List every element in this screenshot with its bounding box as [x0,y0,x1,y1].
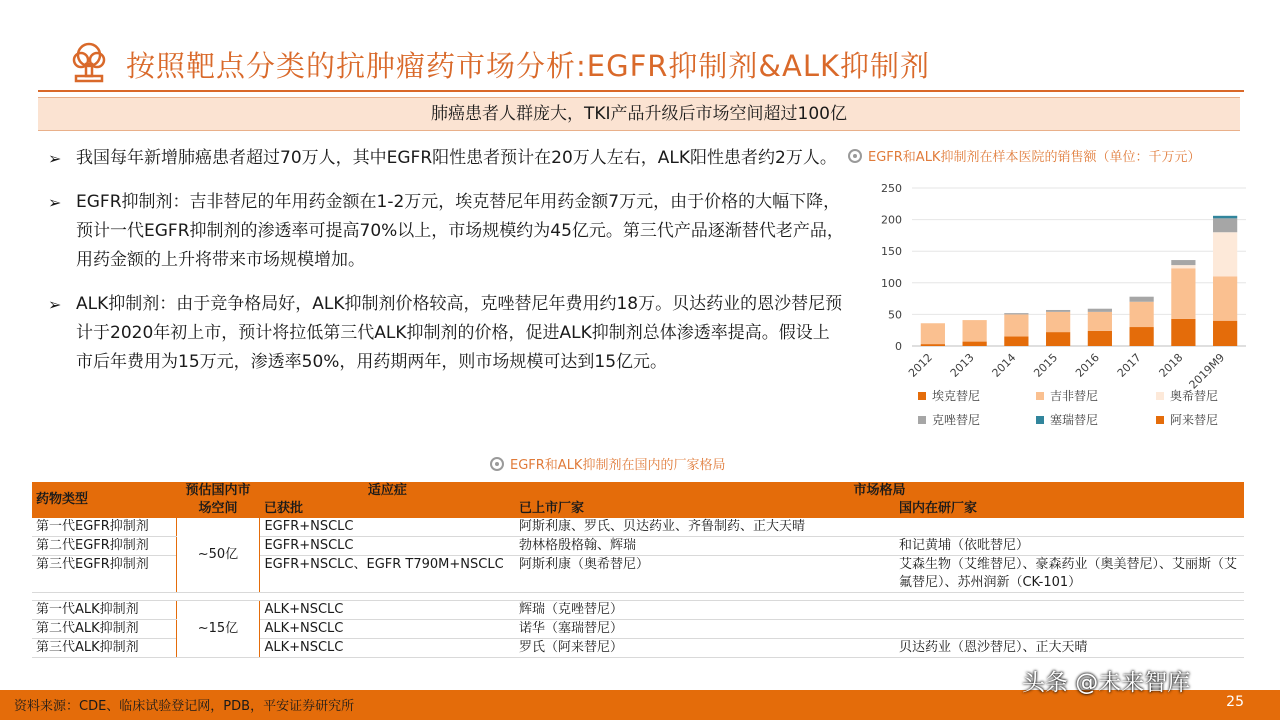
page-number: 25 [1226,694,1244,710]
market-landscape-table [32,482,1244,658]
x-tick-label: 2013 [947,350,977,380]
bar-segment [921,344,945,346]
chart-title-text: EGFR和ALK抑制剂在样本医院的销售额（单位：千万元） [868,150,1201,165]
cell-indication: EGFR+NSCLC、EGFR T790M+NSCLC [260,556,515,593]
table-row [32,518,1244,537]
bar-segment [1213,276,1237,320]
tree-logo-icon [66,40,112,86]
cell-listed: 阿斯利康（奥希替尼） [515,556,895,593]
spacer-cell [32,593,1244,601]
legend-swatch [1156,416,1164,424]
y-tick-label: 250 [881,182,902,195]
bar-segment [1004,314,1028,336]
header-indication: 适应症 [260,482,515,500]
arrow-bullet-icon: ➢ [48,149,62,168]
legend-swatch [918,416,926,424]
bullet-text: EGFR抑制剂：吉非替尼的年用药金额在1-2万元，埃克替尼年用药金额7万元，由于价格的大幅下降，预计一代EGFR抑制剂的渗透率可提高70%以上，市场规模约为45亿元。第三代产品逐渐替代老产品，用药金额的上升将带来市场规模增加。 [76,192,844,270]
cell-drug: 第二代ALK抑制剂 [32,620,176,639]
cell-in-dev [895,620,1244,639]
table-spacer-row [32,593,1244,601]
bar-segment [1004,337,1028,346]
cell-indication: EGFR+NSCLC [260,518,515,537]
table-title-text: EGFR和ALK抑制剂在国内的厂家格局 [510,458,726,473]
slide-header [0,36,1280,94]
table-title [490,454,725,473]
cell-indication: ALK+NSCLC [260,601,515,620]
table-row [32,601,1244,620]
bar-segment [1088,309,1112,312]
cell-listed: 诺华（塞瑞替尼） [515,620,895,639]
x-tick-label: 2017 [1114,350,1144,380]
bullet-text: ALK抑制剂：由于竞争格局好，ALK抑制剂价格较高，克唑替尼年费用约18万。贝达药业的恩沙替尼预计于2020年初上市，预计将拉低第三代ALK抑制剂的价格，促进ALK抑制剂总体渗透率提高。假设上市后年费用为15万元，渗透率50%，用药期两年，则市场规模可达到15亿元。 [76,294,843,372]
bar-segment [1171,265,1195,268]
header-market-size: 预估国内市场空间 [176,482,260,518]
cell-listed: 辉瑞（克唑替尼） [515,601,895,620]
page-title: 按照靶点分类的抗肿瘤药市场分析:EGFR抑制剂&ALK抑制剂 [126,49,931,83]
bullet-item [46,188,846,275]
y-tick-label: 150 [881,245,902,259]
bar-segment [1213,232,1237,276]
cell-listed: 勃林格殷格翰、辉瑞 [515,537,895,556]
header-drug-type: 药物类型 [32,482,176,518]
bullet-item [46,290,846,377]
cell-indication: ALK+NSCLC [260,620,515,639]
cell-drug: 第三代ALK抑制剂 [32,639,176,658]
bar-segment [1171,268,1195,319]
source-note: 资料来源：CDE、临床试验登记网，PDB，平安证券研究所 [14,699,355,714]
bullet-item [46,144,846,173]
cell-drug: 第一代EGFR抑制剂 [32,518,176,537]
cell-indication: EGFR+NSCLC [260,537,515,556]
bar-segment [1046,312,1070,332]
legend-label: 奥希替尼 [1170,389,1219,403]
bar-segment [1004,313,1028,314]
bar-segment [921,323,945,344]
bar-segment [1130,297,1154,302]
cell-market-size-egfr: ~50亿 [176,518,260,593]
cell-in-dev [895,518,1244,537]
table-header-row [32,482,1244,500]
cell-drug: 第一代ALK抑制剂 [32,601,176,620]
header-approved: 已获批 [260,500,515,518]
x-tick-label: 2015 [1031,350,1061,380]
bar-segment [1130,327,1154,346]
bar-segment [963,342,987,346]
bar-segment [1171,260,1195,265]
cell-indication: ALK+NSCLC [260,639,515,658]
legend-label: 塞瑞替尼 [1050,413,1099,427]
bullet-text: 我国每年新增肺癌患者超过70万人，其中EGFR阳性患者预计在20万人左右，ALK阳性患者约2万人。 [76,148,837,168]
cell-in-dev: 艾森生物（艾维替尼）、豪森药业（奥美替尼）、艾丽斯（艾氟替尼）、苏州润新（CK-101） [895,556,1244,593]
x-tick-label: 2016 [1073,350,1102,380]
legend-swatch [1036,416,1044,424]
legend-label: 克唑替尼 [932,413,981,427]
watermark: 头条 @未来智库 [1022,670,1191,696]
y-tick-label: 100 [881,276,902,290]
y-tick-label: 0 [895,340,902,353]
bar-segment [1046,332,1070,346]
header-in-dev: 国内在研厂家 [895,500,1244,518]
legend-label: 埃克替尼 [932,389,981,403]
cell-market-size-alk: ~15亿 [176,601,260,658]
cell-drug: 第三代EGFR抑制剂 [32,556,176,593]
legend-swatch [918,392,926,400]
title-divider [38,90,1244,92]
target-icon [490,457,504,471]
cell-in-dev: 贝达药业（恩沙替尼）、正大天晴 [895,639,1244,658]
bar-segment [1171,319,1195,346]
x-tick-label: 2019M9 [1186,350,1228,392]
bullet-list [46,144,846,392]
cell-drug: 第二代EGFR抑制剂 [32,537,176,556]
bar-segment [1213,218,1237,232]
cell-in-dev [895,601,1244,620]
arrow-bullet-icon: ➢ [48,295,62,314]
bar-segment [1088,331,1112,346]
legend-label: 阿来替尼 [1170,413,1219,427]
bar-segment [1046,310,1070,312]
bar-segment [1213,216,1237,219]
legend-swatch [1156,392,1164,400]
header-listed: 已上市厂家 [515,500,895,518]
cell-in-dev: 和记黄埔（依吡替尼） [895,537,1244,556]
cell-listed: 罗氏（阿来替尼） [515,639,895,658]
bar-segment [963,320,987,341]
bar-segment [1213,321,1237,346]
legend-swatch [1036,392,1044,400]
x-tick-label: 2014 [989,350,1019,380]
target-icon [848,149,862,163]
cell-listed: 阿斯利康、罗氏、贝达药业、齐鲁制药、正大天晴 [515,518,895,537]
chart-title [848,146,1200,165]
x-tick-label: 2018 [1156,350,1186,380]
bar-segment [1088,312,1112,331]
x-tick-label: 2012 [906,350,935,380]
y-tick-label: 50 [888,308,902,322]
sales-stacked-bar-chart [860,172,1260,442]
legend-label: 吉非替尼 [1050,389,1099,403]
summary-banner: 肺癌患者人群庞大，TKI产品升级后市场空间超过100亿 [38,97,1240,131]
header-landscape: 市场格局 [515,482,1244,500]
y-tick-label: 200 [881,213,902,227]
arrow-bullet-icon: ➢ [48,193,62,212]
bar-segment [1130,302,1154,327]
